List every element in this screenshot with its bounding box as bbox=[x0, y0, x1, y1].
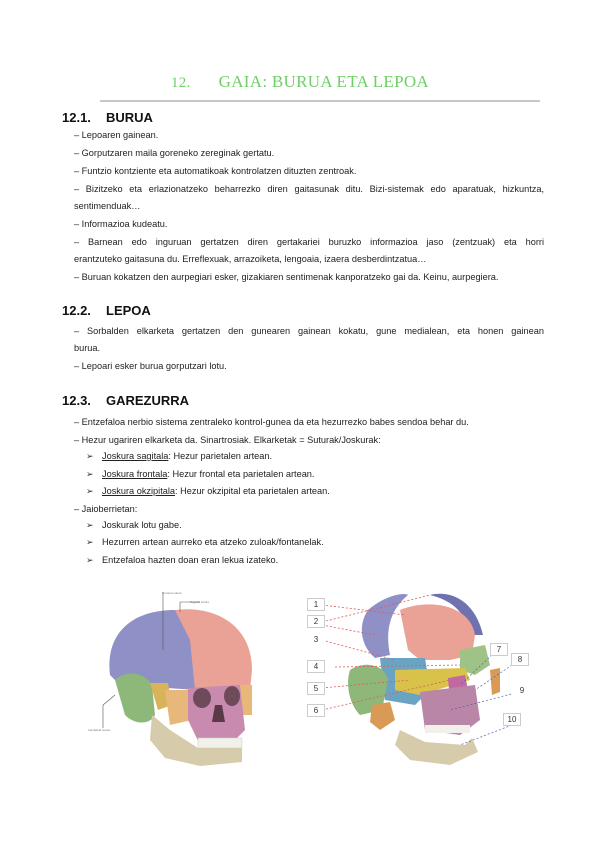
text-line: – Bizitzeko eta erlazionatzeko beharrezko diren gaitasunak ditu. Bizi-sistemak edo aparatuak, hizkuntza, bbox=[74, 184, 544, 194]
arrow-bullet-icon: ➢ bbox=[86, 520, 94, 530]
text-line: – Hezur ugariren elkarketa da. Sinartrosiak. Elkarketak = Suturak/Joskurak: bbox=[74, 435, 381, 445]
chapter-title: GAIA: BURUA ETA LEPOA bbox=[218, 72, 429, 91]
suture-item: ➢ Joskura sagitala: Hezur parietalen artean. bbox=[86, 451, 273, 461]
title-divider bbox=[100, 100, 540, 102]
newborn-item: ➢ Entzefaloa hazten doan eran lekua izateko. bbox=[86, 555, 279, 565]
text-line: – Informazioa kudeatu. bbox=[74, 219, 168, 229]
section-heading-burua: 12.1. BURUA bbox=[62, 110, 153, 125]
text-line: erantzuteko gaitasuna du. Erreflexuak, arrazoiketa, lengoaia, izaera desberdintzatua… bbox=[74, 254, 427, 264]
arrow-bullet-icon: ➢ bbox=[86, 555, 94, 565]
figure-label: Sagittal suture bbox=[190, 600, 210, 604]
callout-4: 4 bbox=[307, 660, 325, 673]
newborn-item: ➢ Hezurren artean aurreko eta atzeko zuloak/fontanelak. bbox=[86, 537, 324, 547]
text-line: – Buruan kokatzen den aurpegiari esker, gizakiaren sentimenak kanporatzeko gai da. Keinu, aurpegiera. bbox=[74, 272, 499, 282]
page-title bbox=[0, 72, 600, 92]
callout-7: 7 bbox=[490, 643, 508, 656]
newborn-item: ➢ Joskurak lotu gabe. bbox=[86, 520, 182, 530]
callout-3: 3 bbox=[307, 633, 325, 646]
arrow-bullet-icon: ➢ bbox=[86, 537, 94, 547]
text-line: – Lepoari esker burua gorputzari lotu. bbox=[74, 361, 227, 371]
text-line: – Jaioberrietan: bbox=[74, 504, 138, 514]
callout-10: 10 bbox=[503, 713, 521, 726]
callout-6: 6 bbox=[307, 704, 325, 717]
text-line: – Funtzio kontziente eta automatikoak kontrolatzen dituzten zentroak. bbox=[74, 166, 357, 176]
arrow-bullet-icon: ➢ bbox=[86, 469, 94, 479]
chapter-number: 12. bbox=[170, 75, 191, 91]
section-heading-lepoa: 12.2. LEPOA bbox=[62, 303, 151, 318]
skull-illustration bbox=[80, 580, 280, 770]
callout-1: 1 bbox=[307, 598, 325, 611]
callout-5: 5 bbox=[307, 682, 325, 695]
suture-item: ➢ Joskura okzipitala: Hezur okzipital eta parietalen artean. bbox=[86, 486, 330, 496]
suture-item: ➢ Joskura frontala: Hezur frontal eta parietalen artean. bbox=[86, 469, 315, 479]
skull-figure bbox=[80, 580, 280, 770]
text-line: – Lepoaren gainean. bbox=[74, 130, 159, 140]
section-heading-garezurra: 12.3. GAREZURRA bbox=[62, 393, 190, 408]
text-line: – Barnean edo inguruan gertatzen diren gertakariei buruzko informazioa jaso (zentzuak) eta horri bbox=[74, 237, 544, 247]
text-line: burua. bbox=[74, 343, 101, 353]
text-line: – Gorputzaren maila goreneko zereginak gertatu. bbox=[74, 148, 275, 158]
figure-label: Coronal suture bbox=[162, 591, 182, 595]
text-line: sentimenduak… bbox=[74, 201, 141, 211]
text-line: – Entzefaloa nerbio sistema zentraleko kontrol-gunea da eta hezurrezko babes sendoa behar du. bbox=[74, 417, 469, 427]
exploded-skull-illustration bbox=[300, 580, 550, 770]
arrow-bullet-icon: ➢ bbox=[86, 486, 94, 496]
callout-9: 9 bbox=[513, 684, 531, 697]
arrow-bullet-icon: ➢ bbox=[86, 451, 94, 461]
callout-8: 8 bbox=[511, 653, 529, 666]
figure-label: Lambdoid suture bbox=[88, 728, 111, 732]
exploded-skull-figure bbox=[300, 580, 550, 770]
text-line: – Sorbalden elkarketa gertatzen den gunearen gainean kokatu, gune medialean, eta honen gainean bbox=[74, 326, 544, 336]
callout-2: 2 bbox=[307, 615, 325, 628]
